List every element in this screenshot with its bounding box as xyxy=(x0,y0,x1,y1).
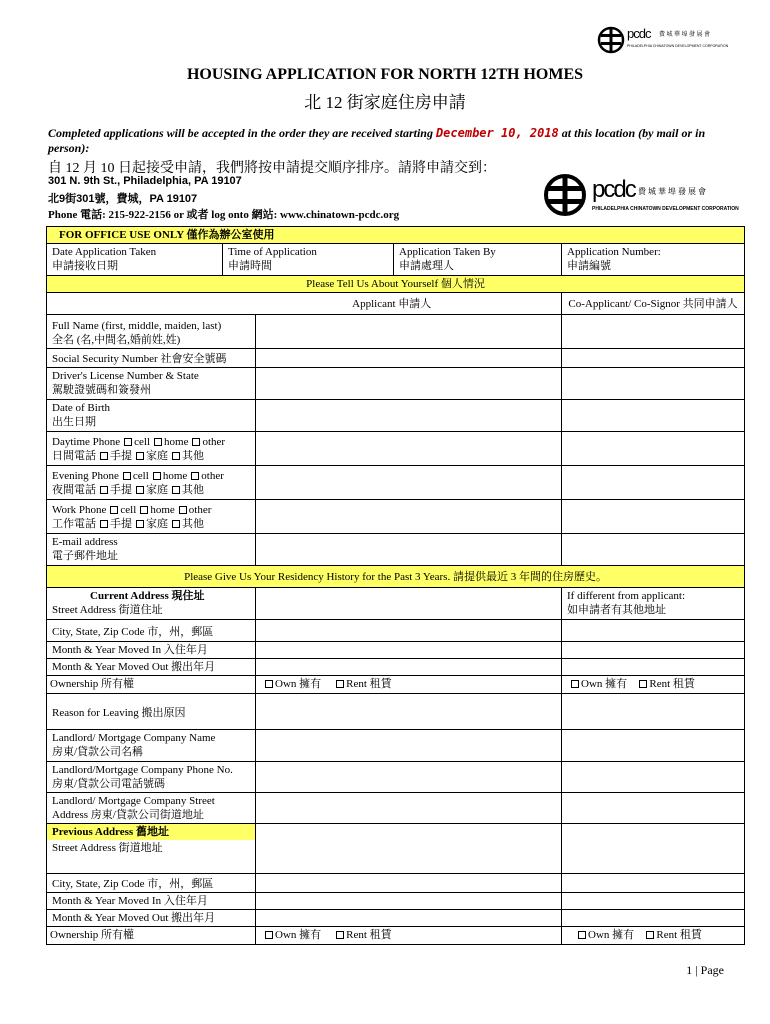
checkbox-icon[interactable] xyxy=(646,931,654,939)
opt-cell-zh: 手提 xyxy=(110,484,132,496)
checkbox-icon[interactable] xyxy=(154,438,162,446)
office-number-label-zh: 申請編號 xyxy=(567,260,611,272)
previous-street-label: Street Address 街道地址 xyxy=(52,842,163,854)
coapplicant-previous-street-input[interactable] xyxy=(562,824,745,874)
coapplicant-current-moved-in-input[interactable] xyxy=(562,642,745,659)
coapplicant-own-option: Own 擁有 xyxy=(581,678,628,690)
office-date-label: Date Application Taken xyxy=(52,246,157,258)
opt-home-zh: 家庭 xyxy=(146,518,168,530)
logo-big-text: pcdc xyxy=(592,176,635,203)
daytime-phone-label xyxy=(52,435,250,449)
applicant-evening-phone-input[interactable] xyxy=(256,466,562,500)
checkbox-icon[interactable] xyxy=(578,931,586,939)
checkbox-icon[interactable] xyxy=(191,472,199,480)
current-rent-option: Rent 租賃 xyxy=(346,678,392,690)
opt-home-zh: 家庭 xyxy=(146,484,168,496)
opt-cell: cell xyxy=(134,436,151,448)
office-takenby-label-zh: 申請處理人 xyxy=(399,260,454,272)
about-header: Please Tell Us About Yourself 個人情況 xyxy=(47,276,745,293)
checkbox-icon[interactable] xyxy=(153,472,161,480)
office-takenby-label: Application Taken By xyxy=(399,246,496,258)
previous-rent-option: Rent 租賃 xyxy=(346,929,392,941)
previous-moved-in-input[interactable] xyxy=(256,893,562,910)
applicant-header: Applicant 申請人 xyxy=(223,293,562,315)
previous-city-input[interactable] xyxy=(256,874,562,893)
opt-other-zh: 其他 xyxy=(182,450,204,462)
checkbox-icon[interactable] xyxy=(136,520,144,528)
landlord-phone-label: Landlord/Mortgage Company Phone No. xyxy=(52,764,233,776)
checkbox-icon[interactable] xyxy=(172,452,180,460)
coapplicant-reason-input[interactable] xyxy=(562,694,745,730)
opt-cell-zh: 手提 xyxy=(110,450,132,462)
title-zh: 北 12 街家庭住房申請 xyxy=(304,93,466,112)
coapplicant-previous-moved-out-input[interactable] xyxy=(562,910,745,927)
coapplicant-prev-own-option: Own 擁有 xyxy=(588,929,635,941)
pcdc-logo-large-icon xyxy=(540,172,590,218)
coapplicant-evening-phone-input[interactable] xyxy=(562,466,745,500)
coapplicant-landlord-phone-input[interactable] xyxy=(562,762,745,793)
coapplicant-email-input[interactable] xyxy=(562,534,745,566)
coapplicant-landlord-name-input[interactable] xyxy=(562,730,745,762)
reason-label: Reason for Leaving 搬出原因 xyxy=(47,694,256,730)
opt-other: other xyxy=(201,470,224,482)
landlord-phone-input[interactable] xyxy=(256,762,562,793)
landlord-phone-label-zh: 房東/貸款公司電話號碼 xyxy=(52,778,166,790)
coapplicant-previous-ownership-options xyxy=(562,927,745,945)
current-ownership-options xyxy=(256,676,562,694)
office-date-cell[interactable] xyxy=(47,244,223,276)
checkbox-icon[interactable] xyxy=(192,438,200,446)
opt-home: home xyxy=(164,436,189,448)
current-street-input[interactable] xyxy=(256,588,562,620)
coapplicant-fullname-input[interactable] xyxy=(562,315,745,349)
coapplicant-current-moved-out-input[interactable] xyxy=(562,659,745,676)
current-ownership-label: Ownership 所有權 xyxy=(47,676,256,694)
checkbox-icon[interactable] xyxy=(123,472,131,480)
logo-big-english: PHILADELPHIA CHINATOWN DEVELOPMENT CORPORATION xyxy=(592,206,739,212)
office-time-cell[interactable] xyxy=(223,244,394,276)
coapplicant-rent-option: Rent 租賃 xyxy=(649,678,695,690)
office-time-label-zh: 申請時間 xyxy=(228,260,272,272)
email-label: E-mail address xyxy=(52,536,118,548)
coapplicant-landlord-street-input[interactable] xyxy=(562,793,745,824)
office-number-label: Application Number: xyxy=(567,246,661,258)
intro-zh: 自 12 月 10 日起接受申請，我們將按申請提交順序排序。請將申請交到： xyxy=(48,161,496,176)
work-phone-label-zh xyxy=(52,517,250,531)
landlord-name-label: Landlord/ Mortgage Company Name xyxy=(52,732,216,744)
applicant-ssn-input[interactable] xyxy=(256,349,562,368)
evening-phone-text-zh: 夜間電話 xyxy=(52,484,96,496)
office-header: FOR OFFICE USE ONLY 僅作為辦公室使用 xyxy=(47,227,745,244)
current-city-input[interactable] xyxy=(256,620,562,642)
logo-small-text: pcdc xyxy=(627,26,651,41)
opt-home-zh: 家庭 xyxy=(146,450,168,462)
previous-address-label: Previous Address 舊地址 xyxy=(47,824,255,840)
dob-label-zh: 出生日期 xyxy=(52,416,96,428)
landlord-street-input[interactable] xyxy=(256,793,562,824)
logo-small-english: PHILADELPHIA CHINATOWN DEVELOPMENT CORPORATION xyxy=(627,44,729,48)
current-moved-out-input[interactable] xyxy=(256,659,562,676)
applicant-dob-input[interactable] xyxy=(256,400,562,432)
address-line1: 301 N. 9th St., Philadelphia, PA 19107 xyxy=(48,175,242,187)
page-number: 1 | Page xyxy=(686,963,724,977)
daytime-phone-text: Daytime Phone xyxy=(52,436,121,448)
about-blank-cell xyxy=(47,293,223,315)
checkbox-icon[interactable] xyxy=(172,520,180,528)
checkbox-icon[interactable] xyxy=(136,452,144,460)
coapplicant-previous-city-input[interactable] xyxy=(562,874,745,893)
previous-moved-out-input[interactable] xyxy=(256,910,562,927)
checkbox-icon[interactable] xyxy=(336,680,344,688)
previous-ownership-label: Ownership 所有權 xyxy=(47,927,256,945)
phone-line: Phone 電話: 215-922-2156 or 或者 log onto 網站: www.chinatown-pcdc.org xyxy=(48,209,400,221)
current-street-label: Street Address 街道住址 xyxy=(52,604,163,616)
landlord-name-label-zh: 房東/貸款公司名稱 xyxy=(52,746,144,758)
opt-cell: cell xyxy=(132,470,149,482)
previous-street-input[interactable] xyxy=(256,824,562,874)
checkbox-icon[interactable] xyxy=(100,520,108,528)
title-en: HOUSING APPLICATION FOR NORTH 12TH HOMES xyxy=(186,66,584,83)
applicant-work-phone-input[interactable] xyxy=(256,500,562,534)
previous-moved-in-label: Month & Year Moved In 入住年月 xyxy=(47,893,256,910)
landlord-street-label-zh: Address 房東/貸款公司街道地址 xyxy=(52,809,204,821)
opt-home: home xyxy=(150,504,175,516)
applicant-license-input[interactable] xyxy=(256,368,562,400)
previous-ownership-options xyxy=(256,927,562,945)
logo-small-chinese: 費 城 華 埠 發 展 會 xyxy=(659,32,711,38)
application-form xyxy=(46,226,745,945)
landlord-street-label: Landlord/ Mortgage Company Street xyxy=(52,795,215,807)
coapplicant-previous-moved-in-input[interactable] xyxy=(562,893,745,910)
current-city-label: City, State, Zip Code 市，州，郵區 xyxy=(47,620,256,642)
current-own-option: Own 擁有 xyxy=(275,678,322,690)
intro-date: December 10, 2018 xyxy=(435,126,559,140)
checkbox-icon[interactable] xyxy=(100,452,108,460)
checkbox-icon[interactable] xyxy=(110,506,118,514)
coapplicant-daytime-phone-input[interactable] xyxy=(562,432,745,466)
different-label-zh: 如申請者有其他地址 xyxy=(567,604,666,616)
evening-phone-label xyxy=(52,469,250,483)
reason-input[interactable] xyxy=(256,694,562,730)
office-number-cell[interactable] xyxy=(562,244,745,276)
previous-city-label: City, State, Zip Code 市，州，郵區 xyxy=(47,874,256,893)
current-moved-out-label: Month & Year Moved Out 搬出年月 xyxy=(47,659,256,676)
coapplicant-dob-input[interactable] xyxy=(562,400,745,432)
email-label-zh: 電子郵件地址 xyxy=(52,550,118,562)
landlord-name-input[interactable] xyxy=(256,730,562,762)
work-phone-label xyxy=(52,503,250,517)
opt-cell-zh: 手提 xyxy=(110,518,132,530)
address-line2: 北9街301號，費城，PA 19107 xyxy=(48,193,198,205)
evening-phone-text: Evening Phone xyxy=(52,470,119,482)
ssn-label: Social Security Number 社會安全號碼 xyxy=(47,349,256,368)
residency-header: Please Give Us Your Residency History for the Past 3 Years. 請提供最近 3 年間的住房歷史。 xyxy=(47,566,745,588)
opt-other-zh: 其他 xyxy=(182,484,204,496)
coapplicant-header: Co-Applicant/ Co-Signor 共同申請人 xyxy=(562,293,745,315)
office-date-label-zh: 申請接收日期 xyxy=(52,260,118,272)
previous-own-option: Own 擁有 xyxy=(275,929,322,941)
coapplicant-current-ownership-options xyxy=(562,676,745,694)
coapplicant-ssn-input[interactable] xyxy=(562,349,745,368)
coapplicant-license-input[interactable] xyxy=(562,368,745,400)
logo-big-chinese: 費 城 華 埠 發 展 會 xyxy=(638,187,706,196)
applicant-email-input[interactable] xyxy=(256,534,562,566)
current-moved-in-label: Month & Year Moved In 入住年月 xyxy=(47,642,256,659)
intro-after: at this location (by mail or in person): xyxy=(48,126,706,155)
evening-phone-label-zh xyxy=(52,483,250,497)
current-address-label: Current Address 現住址 xyxy=(90,590,205,602)
checkbox-icon[interactable] xyxy=(124,438,132,446)
checkbox-icon[interactable] xyxy=(571,680,579,688)
checkbox-icon[interactable] xyxy=(336,931,344,939)
opt-other: other xyxy=(188,504,212,516)
checkbox-icon[interactable] xyxy=(265,680,273,688)
license-label: Driver's License Number & State xyxy=(52,370,199,382)
work-phone-text-zh: 工作電話 xyxy=(52,518,96,530)
checkbox-icon[interactable] xyxy=(100,486,108,494)
coapplicant-prev-rent-option: Rent 租賃 xyxy=(656,929,702,941)
checkbox-icon[interactable] xyxy=(172,486,180,494)
checkbox-icon[interactable] xyxy=(140,506,148,514)
intro-before: Completed applications will be accepted in the order they are received starting xyxy=(48,126,436,140)
license-label-zh: 駕駛證號碼和簽發州 xyxy=(52,384,151,396)
intro-text xyxy=(48,126,728,156)
fullname-label-zh: 全名 (名,中間名,婚前姓,姓) xyxy=(52,334,181,346)
logo-small xyxy=(597,20,732,60)
opt-other: other xyxy=(202,436,226,448)
pcdc-logo-icon xyxy=(597,20,732,60)
current-moved-in-input[interactable] xyxy=(256,642,562,659)
checkbox-icon[interactable] xyxy=(639,680,647,688)
checkbox-icon[interactable] xyxy=(179,506,187,514)
applicant-daytime-phone-input[interactable] xyxy=(256,432,562,466)
opt-other-zh: 其他 xyxy=(182,518,204,530)
daytime-phone-label-zh xyxy=(52,449,250,463)
applicant-fullname-input[interactable] xyxy=(256,315,562,349)
different-label: If different from applicant: xyxy=(567,590,685,602)
logo-big xyxy=(540,172,740,218)
checkbox-icon[interactable] xyxy=(136,486,144,494)
fullname-label: Full Name (first, middle, maiden, last) xyxy=(52,320,222,332)
daytime-phone-text-zh: 日間電話 xyxy=(52,450,96,462)
dob-label: Date of Birth xyxy=(52,402,111,414)
coapplicant-current-city-input[interactable] xyxy=(562,620,745,642)
office-takenby-cell[interactable] xyxy=(394,244,562,276)
checkbox-icon[interactable] xyxy=(265,931,273,939)
coapplicant-work-phone-input[interactable] xyxy=(562,500,745,534)
opt-cell: cell xyxy=(120,504,137,516)
work-phone-text: Work Phone xyxy=(52,504,107,516)
opt-home: home xyxy=(162,470,188,482)
office-time-label: Time of Application xyxy=(228,246,317,258)
previous-moved-out-label: Month & Year Moved Out 搬出年月 xyxy=(47,910,256,927)
